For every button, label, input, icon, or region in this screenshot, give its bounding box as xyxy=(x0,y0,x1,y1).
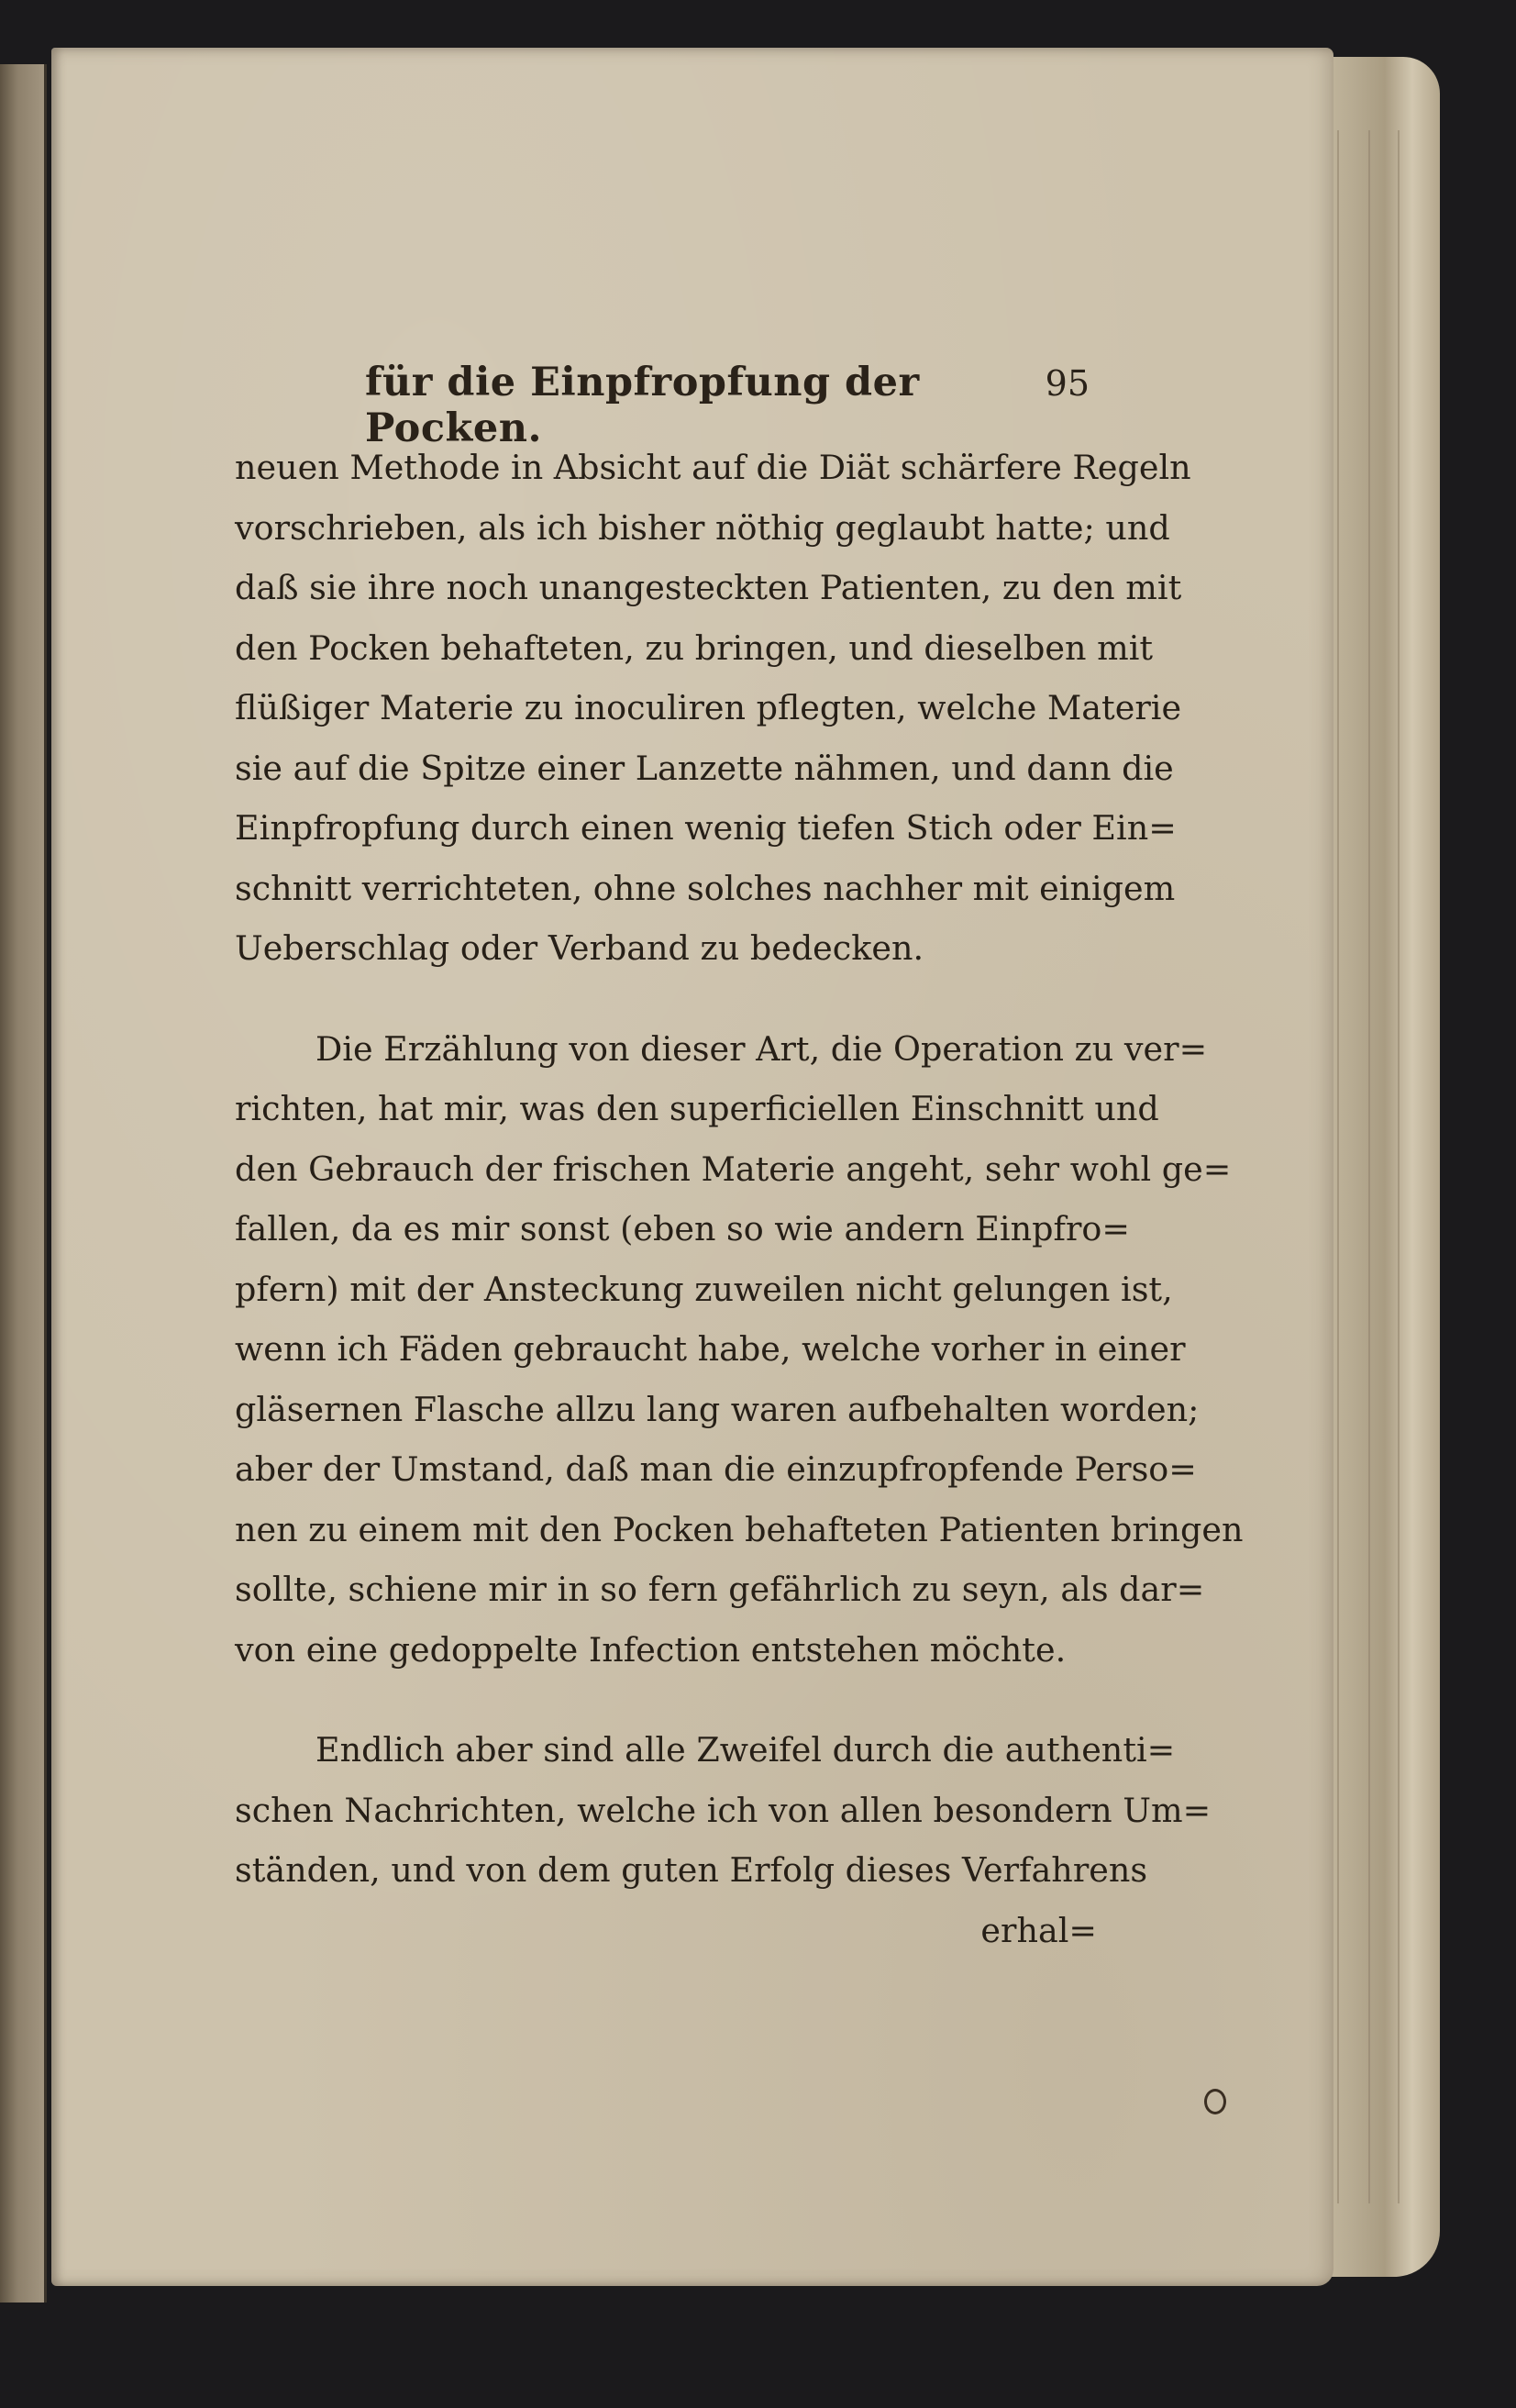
text-line: richten, hat mir, was den superficiellen Einschnitt und xyxy=(235,1089,1159,1128)
text-line: vorschrieben, als ich bisher nöthig geglaubt hatte; und xyxy=(235,507,1170,548)
text-line: fallen, da es mir sonst (eben so wie andern Einpfro= xyxy=(235,1209,1130,1248)
text-line: von eine gedoppelte Infection entstehen möchte. xyxy=(235,1629,1067,1670)
paragraph xyxy=(235,1720,1212,1901)
text-line: neuen Methode in Absicht auf die Diät schärfere Regeln xyxy=(235,448,1191,487)
paragraph xyxy=(235,1019,1244,1681)
facing-page-edge xyxy=(0,64,47,2303)
text-line: schnitt verrichteten, ohne solches nachher mit einigem xyxy=(235,868,1176,908)
text-line: schen Nachrichten, welche ich von allen besondern Um= xyxy=(235,1790,1212,1830)
text-line: Endlich aber sind alle Zweifel durch die authenti= xyxy=(315,1730,1176,1770)
text-line: sollte, schiene mir in so fern gefährlich zu seyn, als dar= xyxy=(235,1570,1205,1609)
text-line: aber der Umstand, daß man die einzupfropfende Perso= xyxy=(235,1449,1197,1489)
page-edge-line xyxy=(1398,130,1400,2203)
page-header xyxy=(365,352,1090,451)
page-edge-line xyxy=(1337,130,1339,2203)
paragraph-gap xyxy=(235,1680,1097,1720)
text-line: Einpfropfung durch einen wenig tiefen Stich oder Ein= xyxy=(235,808,1177,848)
paper-blemish xyxy=(1204,2089,1226,2114)
text-line: gläsernen Flasche allzu lang waren aufbehalten worden; xyxy=(235,1389,1200,1429)
body-text xyxy=(235,438,1244,1960)
page-edge-line xyxy=(1368,130,1370,2203)
catchword: erhal= xyxy=(980,1910,1097,1950)
text-line: nen zu einem mit den Pocken behafteten Patienten bringen xyxy=(235,1509,1244,1549)
page-number: 95 xyxy=(1045,363,1090,404)
text-line: ständen, und von dem guten Erfolg dieses Verfahrens xyxy=(235,1850,1148,1890)
text-line: sie auf die Spitze einer Lanzette nähmen, und dann die xyxy=(235,748,1174,788)
text-line: wenn ich Fäden gebraucht habe, welche vorher in einer xyxy=(235,1329,1186,1369)
text-line: pfern) mit der Ansteckung zuweilen nicht gelungen ist, xyxy=(235,1269,1173,1309)
paragraph-gap xyxy=(235,979,1097,1019)
text-line: daß sie ihre noch unangesteckten Patienten, zu den mit xyxy=(235,568,1182,607)
text-line: Die Erzählung von dieser Art, die Operation zu ver= xyxy=(315,1028,1208,1069)
book-page xyxy=(51,48,1333,2286)
text-line: flüßiger Materie zu inoculiren pflegten, welche Materie xyxy=(235,688,1182,727)
text-line: den Gebrauch der frischen Materie angeht, sehr wohl ge= xyxy=(235,1149,1232,1189)
paragraph xyxy=(235,438,1191,979)
running-title: für die Einpfropfung der Pocken. xyxy=(365,360,920,451)
text-line: den Pocken behafteten, zu bringen, und dieselben mit xyxy=(235,627,1154,668)
text-line: Ueberschlag oder Verband zu bedecken. xyxy=(235,928,924,968)
